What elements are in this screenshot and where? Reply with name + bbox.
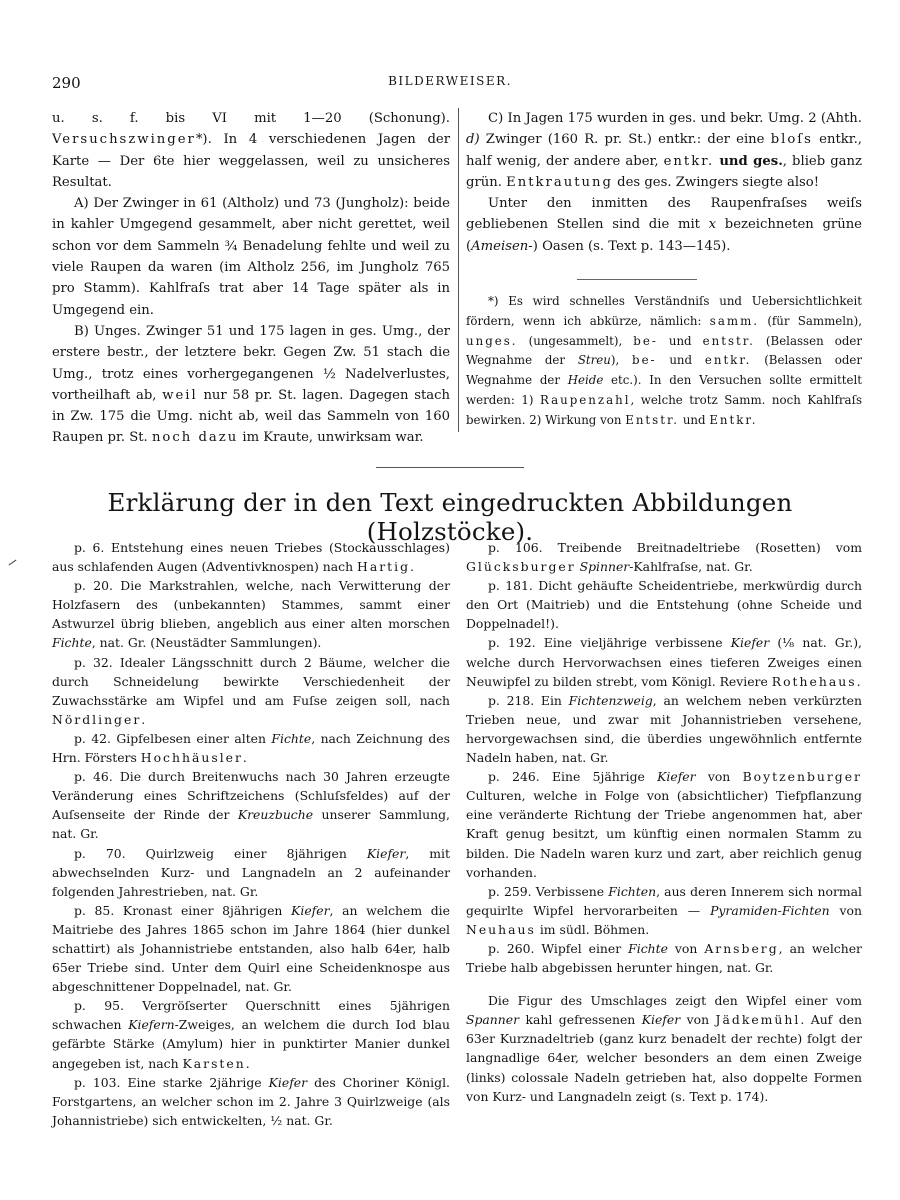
list-item: p. 6. Entstehung eines neuen Triebes (Stockausschlages) aus schlafenden Augen (Adventivknospen) nach Hartig. [52,540,450,575]
list-item: p. 85. Kronast einer 8jährigen Kiefer, an welchem die Maitriebe des Jahres 1865 schon im Jahre 1864 (hier dunkel schattirt) als Johannistriebe entstanden, also halb 64er, halb 65er Triebe sind. Unter dem Quirl eine Scheidenknospe aus abgeschnittener Doppelnadel, nat. Gr. [52,902,450,995]
page-header [52,74,848,96]
footnote: *) Es wird schnelles Verständniſs und Uebersichtlichkeit fördern, wenn ich abkürze, nämlich: samm. (für Sammeln), unges. (ungesammelt), be- und entstr. (Belassen oder Wegnahme der Streu), be- und entkr. (Belassen oder Wegnahme der Heide etc.). In den Versuchen sollte ermittelt werden: 1) Raupenzahl, welche trotz Samm. noch Kahlfraſs bewirken. 2) Wirkung von Entstr. und Entkr. [466,294,863,427]
list-item: p. 259. Verbissene Fichten, aus deren Innerem sich normal gequirlte Wipfel hervorarbeiten — Pyramiden-Fichten von Neuhaus im südl. Böhmen. [466,883,862,937]
top-right-column [466,108,862,257]
section-divider [376,467,524,468]
list-item: p. 20. Die Markstrahlen, welche, nach Verwitterung der Holzfasern des (unbekannten) Stammes, sammt einer Astwurzel übrig blieben, angeblich aus einer alten morschen Fichte, nat. Gr. (Neustädter Sammlungen). [52,578,450,651]
paragraph: Unter den inmitten des Raupenfraſses weiſs gebliebenen Stellen sind die mit x bezeichneten grüne (Ameisen-) Oasen (s. Text p. 143—145). [466,196,862,254]
footnote-rule [577,279,697,280]
figure-entries-right [466,538,862,1106]
list-item: p. 192. Eine vieljährige verbissene Kiefer (⅛ nat. Gr.), welche durch Hervorwachsen eines tieferen Zweiges einen Neuwipfel zu bilden strebt, vom Königl. Reviere Rothehaus. [466,635,862,689]
list-item: p. 103. Eine starke 2jährige Kiefer des Choriner Königl. Forstgartens, an welcher schon im 2. Jahre 3 Quirlzweige (als Johannistriebe) sich entwickelten, ½ nat. Gr. [52,1074,450,1128]
margin-mark [9,560,17,566]
list-item: p. 32. Idealer Längsschnitt durch 2 Bäume, welcher die durch Schneidelung bewirkte Verschiedenheit der Zuwachsstärke am Wipfel und am Fuſse zeigen soll, nach Nördlinger. [52,654,450,727]
column-divider [458,108,459,432]
paragraph: C) In Jagen 175 wurden in ges. und bekr. Umg. 2 (Ahth. d) Zwinger (160 R. pr. St.) entkr.: der eine bloſs entkr., half wenig, der andere aber, entkr. und ges., blieb ganz grün. Entkrautung des ges. Zwingers siegte also! [466,111,862,190]
section-title: Erklärung der in den Text eingedruckten Abbildungen (Holzstöcke). [107,488,793,546]
list-item: p. 46. Die durch Breitenwuchs nach 30 Jahren erzeugte Veränderung eines Schriftzeichens (Schluſsfeldes) auf der Auſsenseite der Rinde der Kreuzbuche unserer Sammlung, nat. Gr. [52,769,450,842]
list-item: p. 42. Gipfelbesen einer alten Fichte, nach Zeichnung des Hrn. Försters Hochhäusler. [52,730,450,766]
page-number: 290 [52,74,81,92]
paragraph: A) Der Zwinger in 61 (Altholz) und 73 (Jungholz): beide in kahler Umgegend gesammelt, aber nicht gerettet, weil schon vor dem Sammeln ¾ Benadelung fehlte und weil zu viele Raupen da waren (im Altholz 256, im Jungholz 765 pro Stamm). Kahlfraſs trat aber 14 Tage später als in Umgegend ein. [52,196,450,318]
top-left-column [52,108,450,449]
list-item: p. 246. Eine 5jährige Kiefer von Boytzenburger Culturen, welche in Folge von (absichtlicher) Tiefpflanzung eine veränderte Richtung der Triebe angenommen hat, aber Kraft genug besitzt, um künftig einen normalen Stamm zu bilden. Die Nadeln waren kurz und zart, aber reichlich genug vorhanden. [466,769,862,880]
list-item: p. 181. Dicht gehäufte Scheidentriebe, merkwürdig durch den Ort (Maitrieb) und die Entstehung (ohne Scheide und Doppelnadel!). [466,578,862,632]
cover-note: Die Figur des Umschlages zeigt den Wipfel einer vom Spanner kahl gefressenen Kiefer von Jädkemühl. Auf den 63er Kurznadeltrieb (ganz kurz benadelt der rechte) folgt der langnadlige 64er, welcher besonders an dem einen Zweige (links) colossale Nadeln getrieben hat, also doppelte Formen von Kurz- und Langnadeln zeigt (s. Text p. 174). [466,993,862,1104]
list-item: p. 218. Ein Fichtenzweig, an welchem neben verkürzten Trieben neue, und zwar mit Johannistrieben versehene, hervorgewachsen sind, die überdies ungewöhnlich entfernte Nadeln haben, nat. Gr. [466,692,862,766]
list-item: p. 70. Quirlzweig einer 8jährigen Kiefer, mit abwechselnden Kurz- und Langnadeln an 2 aufeinander folgenden Jahrestrieben, nat. Gr. [52,845,450,899]
list-item: p. 260. Wipfel einer Fichte von Arnsberg, an welcher Triebe halb abgebissen herunter hingen, nat. Gr. [466,940,862,976]
list-item: p. 95. Vergröſserter Querschnitt eines 5jährigen schwachen Kiefern-Zweiges, an welchem die durch Iod blau gefärbte Stärke (Amylum) hier in punktirter Manier dunkel angegeben ist, nach Karsten. [52,998,450,1071]
figure-entries-left [52,538,450,1130]
running-head: BILDERWEISER. [388,74,512,88]
paragraph: B) Unges. Zwinger 51 und 175 lagen in ges. Umg., der erstere bestr., der letztere bekr. Gegen Zw. 51 stach die Umg., trotz eines vorhergegangenen ½ Nadelverlustes, vortheilhaft ab, weil nur 58 pr. St. lagen. Dagegen stach in Zw. 175 die Umg. nicht ab, weil das Sammeln von 160 Raupen pr. St. noch dazu im Kraute, unwirksam war. [52,323,450,446]
list-item: p. 106. Treibende Breitnadeltriebe (Rosetten) vom Glücksburger Spinner-Kahlfraſse, nat. Gr. [466,540,862,575]
paragraph: u. s. f. bis VI mit 1—20 (Schonung). Versuchszwinger*). In 4 verschiedenen Jagen der Karte — Der 6te hier weggelassen, weil zu unsicheres Resultat. [52,111,450,190]
